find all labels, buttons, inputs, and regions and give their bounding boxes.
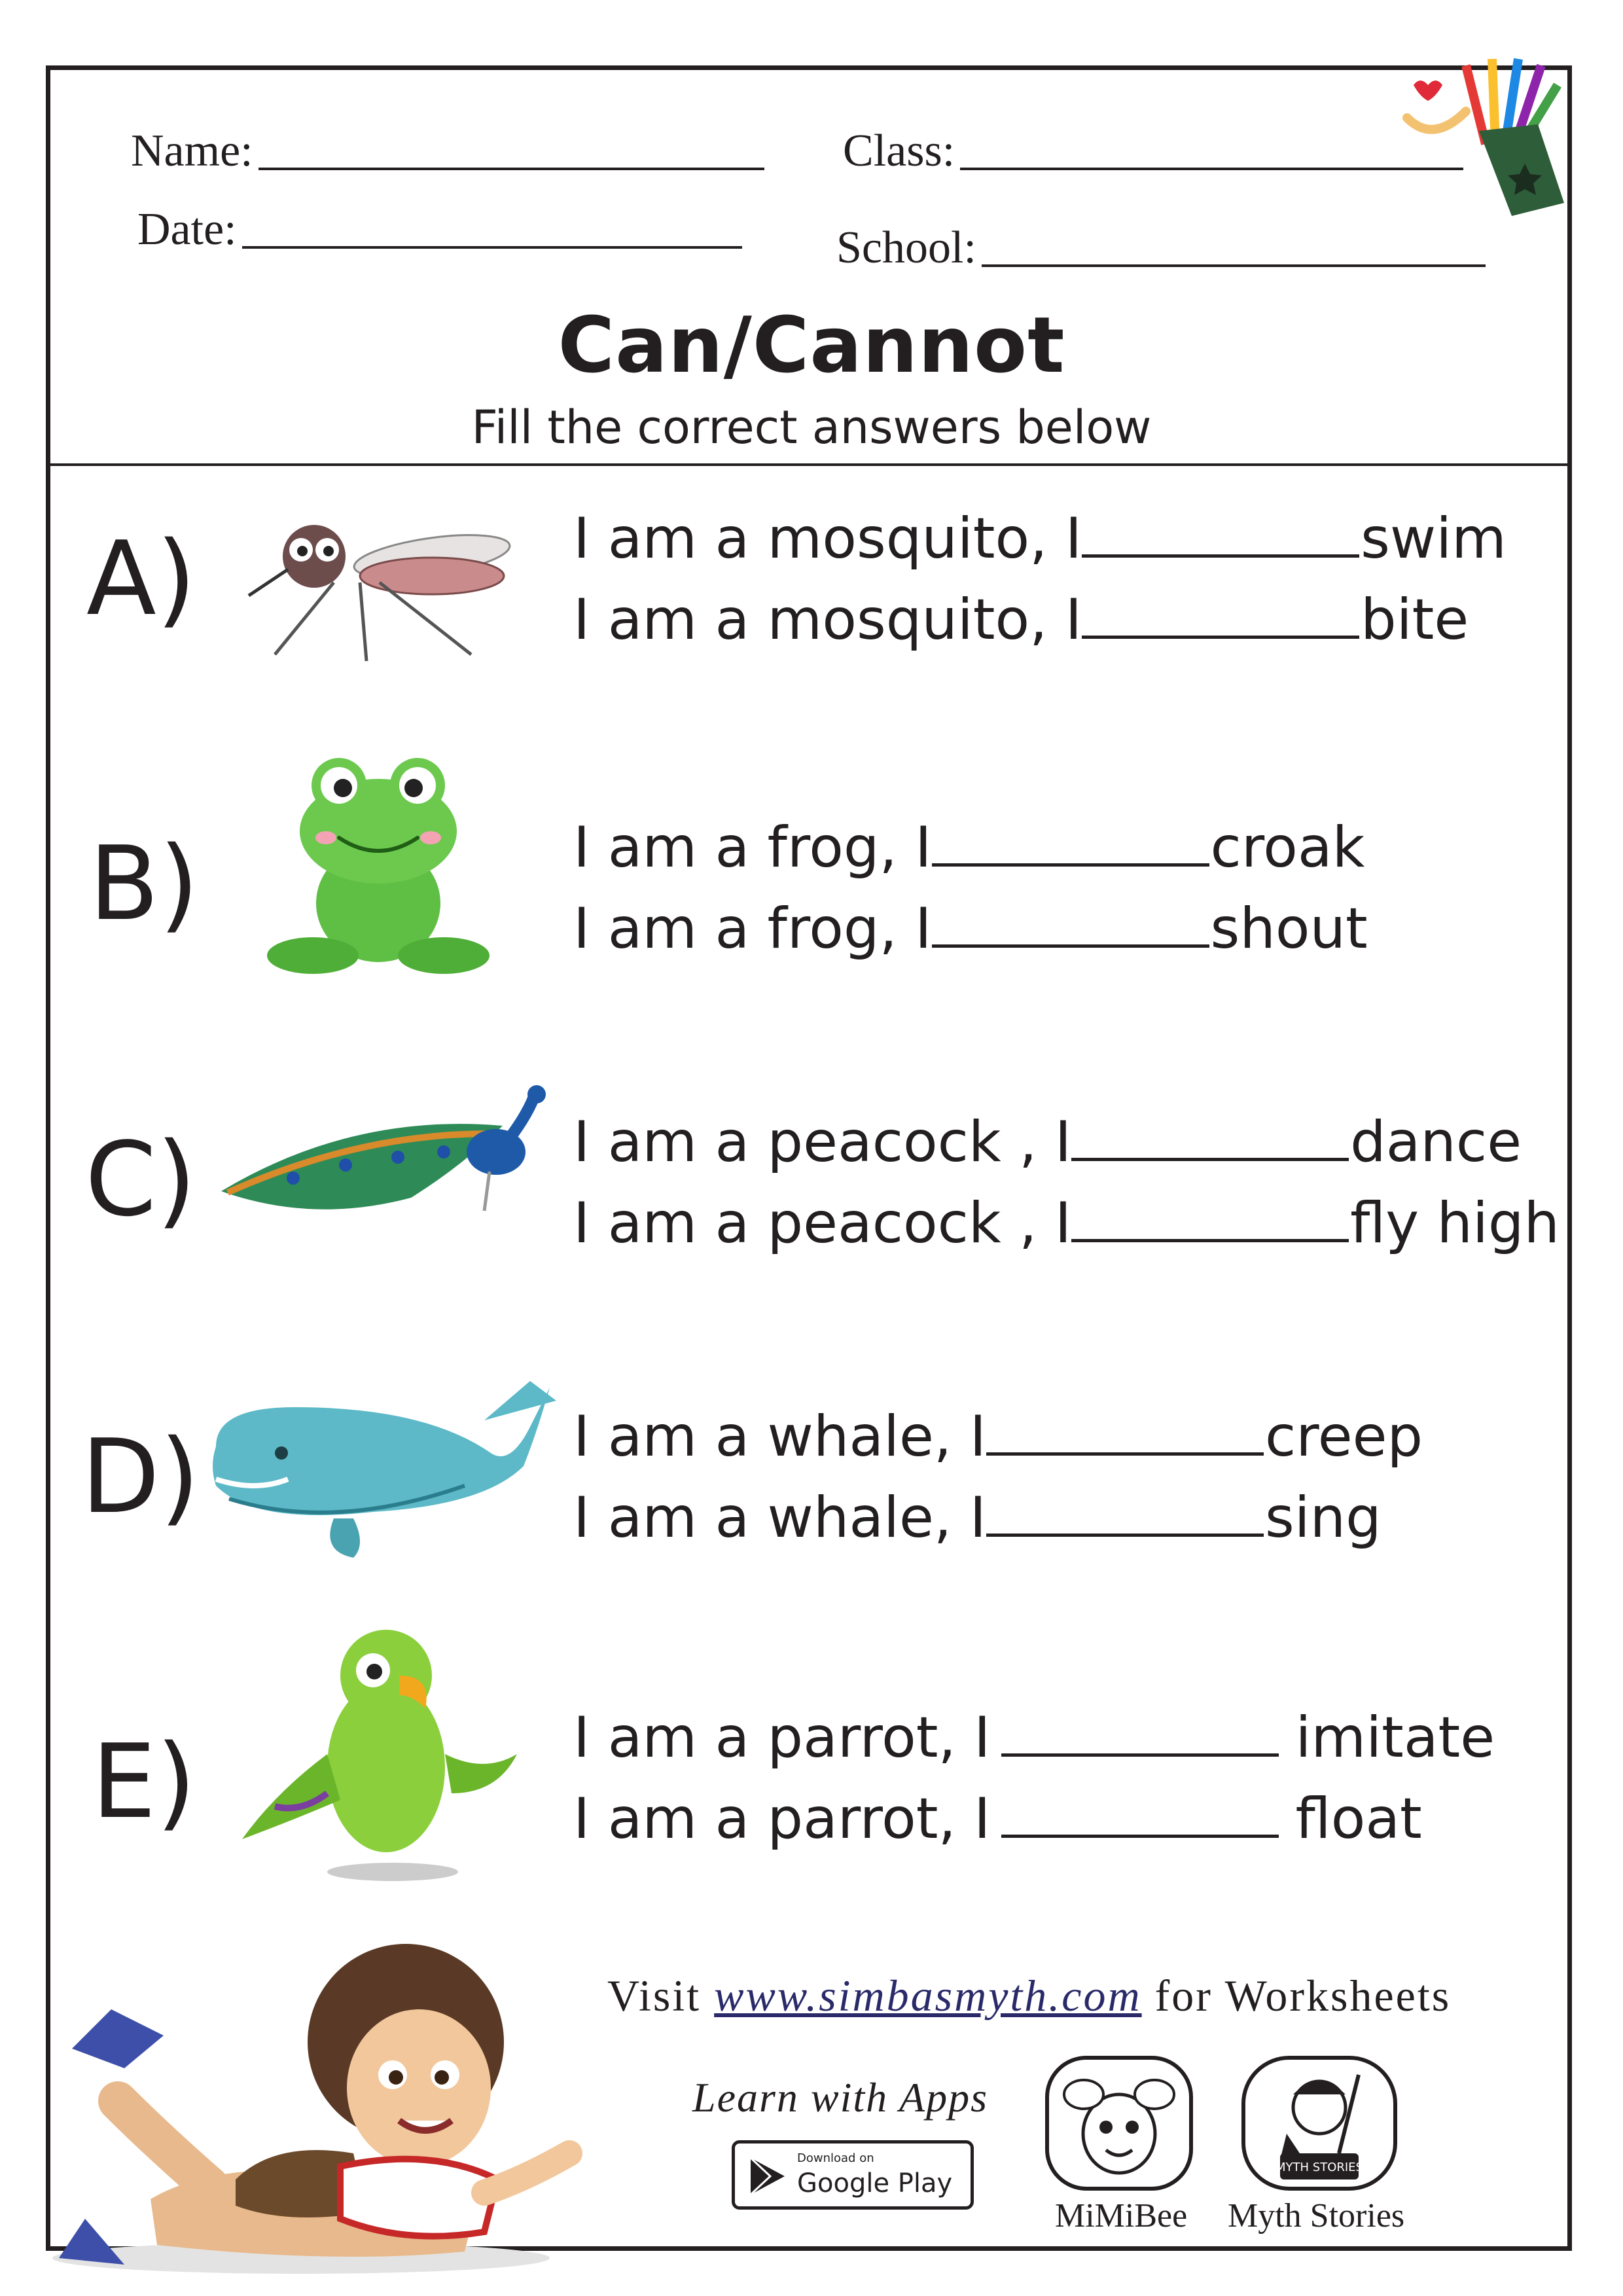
- pencil-cup-icon: [1387, 46, 1597, 216]
- visit-prefix: Visit: [607, 1971, 702, 2020]
- visit-suffix: for Worksheets: [1154, 1971, 1452, 2020]
- gplay-big-text: Google Play: [797, 2168, 953, 2198]
- frog-icon: [274, 753, 483, 975]
- school-field[interactable]: [836, 225, 1486, 271]
- sentence-verb: croak: [1210, 815, 1365, 880]
- sentence-prefix: I am a peacock , I: [573, 1191, 1072, 1256]
- sentence-verb: dance: [1350, 1109, 1522, 1175]
- mosquito-icon: [236, 497, 517, 668]
- name-line[interactable]: [259, 168, 764, 170]
- question-a-line-1: [573, 506, 1507, 571]
- header-divider: [46, 463, 1572, 466]
- sentence-prefix: I am a whale, I: [573, 1404, 986, 1469]
- answer-blank[interactable]: [1001, 1747, 1279, 1757]
- date-line[interactable]: [242, 246, 742, 249]
- worksheet-subtitle: Fill the correct answers below: [471, 401, 1152, 454]
- question-d-letter: D): [81, 1417, 200, 1536]
- class-field[interactable]: [843, 128, 1463, 174]
- mimibee-label: MiMiBee: [1055, 2197, 1188, 2234]
- google-play-badge[interactable]: [732, 2140, 974, 2210]
- question-b-line-1: [573, 815, 1365, 880]
- website-link[interactable]: www.simbasmyth.com: [714, 1971, 1142, 2020]
- sentence-verb: fly high: [1350, 1191, 1560, 1256]
- sentence-verb: creep: [1264, 1404, 1423, 1469]
- answer-blank[interactable]: [932, 938, 1209, 948]
- sentence-prefix: I am a frog, I: [573, 896, 932, 961]
- date-label: Date:: [137, 204, 237, 255]
- answer-blank[interactable]: [986, 1527, 1264, 1537]
- mimibee-app-icon[interactable]: [1044, 2055, 1194, 2191]
- name-label: Name:: [131, 126, 253, 176]
- question-c-line-2: [573, 1191, 1560, 1256]
- answer-blank[interactable]: [1071, 1151, 1349, 1161]
- answer-blank[interactable]: [986, 1446, 1264, 1456]
- whale-icon: [203, 1374, 556, 1571]
- myth-stories-badge-text: MYTH STORIES: [1275, 2161, 1363, 2174]
- question-b-line-2: [573, 896, 1368, 961]
- school-label: School:: [836, 223, 976, 273]
- question-b-letter: B): [89, 824, 199, 943]
- answer-blank[interactable]: [1082, 629, 1359, 639]
- name-field[interactable]: [131, 128, 764, 174]
- sentence-prefix: I am a whale, I: [573, 1485, 986, 1551]
- answer-blank[interactable]: [932, 857, 1209, 867]
- sentence-prefix: I am a parrot, I: [573, 1705, 991, 1770]
- question-e-letter: E): [92, 1722, 196, 1841]
- sentence-prefix: I am a mosquito, I: [573, 587, 1082, 653]
- worksheet-title: Can/Cannot: [558, 300, 1065, 390]
- question-d-line-1: [573, 1404, 1423, 1469]
- answer-blank[interactable]: [1082, 548, 1359, 558]
- boy-illustration: [39, 1918, 602, 2284]
- school-line[interactable]: [982, 264, 1486, 267]
- question-c-letter: C): [85, 1120, 196, 1239]
- sentence-prefix: I am a frog, I: [573, 815, 932, 880]
- question-a-letter: A): [86, 519, 196, 638]
- answer-blank[interactable]: [1001, 1828, 1279, 1838]
- myth-stories-app-icon[interactable]: [1241, 2055, 1398, 2191]
- question-e-line-2: [573, 1786, 1422, 1852]
- sentence-verb: shout: [1210, 896, 1368, 961]
- myth-stories-label: Myth Stories: [1228, 2197, 1405, 2234]
- question-e-line-1: [573, 1705, 1495, 1770]
- class-label: Class:: [843, 126, 955, 176]
- date-field[interactable]: [137, 204, 742, 255]
- sentence-verb: swim: [1361, 506, 1507, 571]
- sentence-verb: bite: [1361, 587, 1469, 653]
- question-d-line-2: [573, 1485, 1382, 1551]
- sentence-verb: float: [1295, 1786, 1422, 1852]
- sentence-prefix: I am a peacock , I: [573, 1109, 1072, 1175]
- sentence-verb: sing: [1264, 1485, 1382, 1551]
- question-a-line-2: [573, 587, 1469, 653]
- sentence-prefix: I am a mosquito, I: [573, 506, 1082, 571]
- play-icon: [747, 2155, 789, 2197]
- sentence-verb: imitate: [1295, 1705, 1495, 1770]
- answer-blank[interactable]: [1071, 1232, 1349, 1242]
- learn-with-apps-label: Learn with Apps: [692, 2074, 988, 2121]
- peacock-icon: [215, 1080, 555, 1230]
- question-c-line-1: [573, 1109, 1522, 1175]
- visit-line: [607, 1970, 1451, 2022]
- sentence-prefix: I am a parrot, I: [573, 1786, 991, 1852]
- parrot-icon: [236, 1610, 524, 1898]
- gplay-small-text: Download on: [797, 2151, 874, 2165]
